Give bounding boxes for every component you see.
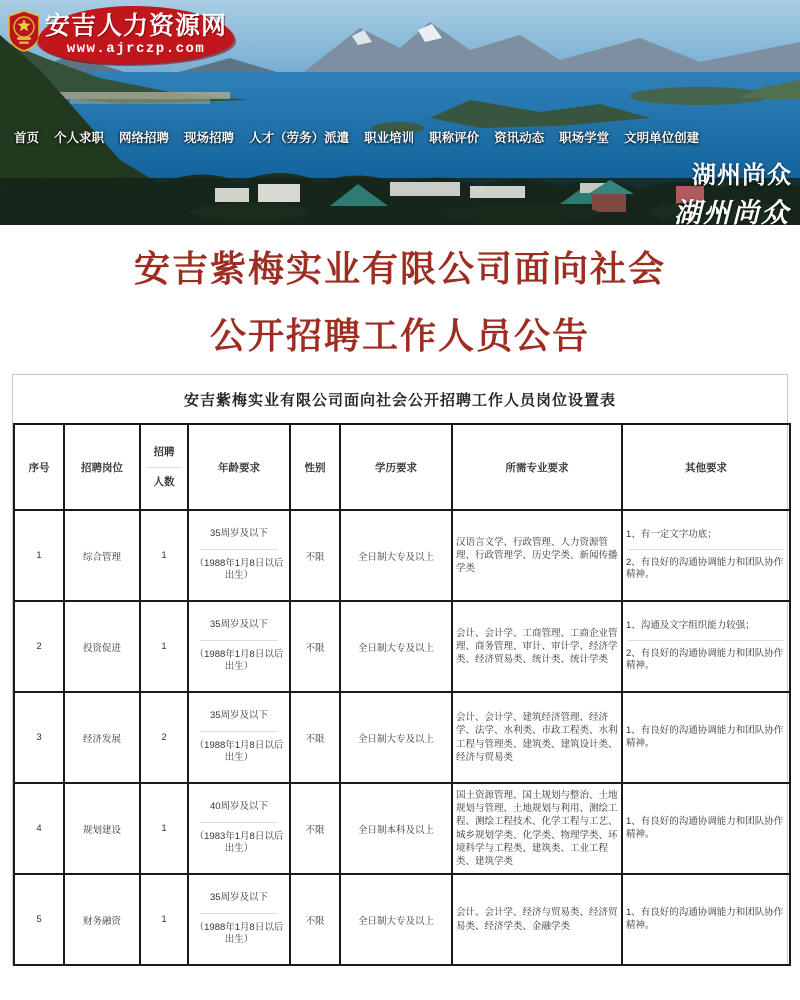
- site-name: 安吉人力资源网: [44, 11, 227, 40]
- nav-item-civilized-unit[interactable]: 文明单位创建: [624, 131, 700, 145]
- job-table-body: [14, 510, 790, 965]
- nav-item-title-evaluation[interactable]: 职称评价: [429, 131, 480, 145]
- header-count-top: 招聘: [153, 445, 175, 458]
- job-row: [14, 874, 790, 965]
- nav-item-workplace-school[interactable]: 职场学堂: [559, 131, 610, 145]
- cell-gender: 不限: [290, 692, 340, 783]
- cell-age: 40周岁及以下 （1983年1月8日以后出生）: [188, 783, 290, 874]
- national-emblem-icon: [8, 10, 40, 52]
- job-row: [14, 783, 790, 874]
- cell-majors: 会计、会计学、经济与贸易类、经济贸易类、经济学类、金融学类: [452, 874, 622, 965]
- cell-no: 4: [14, 783, 64, 874]
- job-row: [14, 601, 790, 692]
- header-gender: 性别: [290, 424, 340, 510]
- header-age: 年龄要求: [188, 424, 290, 510]
- header-other: 其他要求: [622, 424, 790, 510]
- cell-majors: 汉语言文学、行政管理、人力资源管理、行政管理学、历史学类、新闻传播学类: [452, 510, 622, 601]
- cell-majors: 国土资源管理、国土规划与整治、土地规划与管理、土地规划与利用、测绘工程、测绘工程技术、化学工程与工艺、城乡规划学类、化学类、物理学类、环境科学与工程类、建筑类、工业工程类、建筑学类: [452, 783, 622, 874]
- main-nav: [0, 128, 800, 146]
- nav-item-personal-job[interactable]: 个人求职: [54, 131, 105, 145]
- job-table-caption: 安吉紫梅实业有限公司面向社会公开招聘工作人员岗位设置表: [183, 392, 616, 409]
- header-majors: 所需专业要求: [452, 424, 622, 510]
- nav-item-onsite-recruit[interactable]: 现场招聘: [184, 131, 235, 145]
- watermark-bottom: 湖州尚众: [674, 198, 790, 225]
- cell-other: 1、有良好的沟通协调能力和团队协作精神。: [622, 692, 790, 783]
- cell-other: 1、有良好的沟通协调能力和团队协作精神。: [622, 874, 790, 965]
- cell-education: 全日制大专及以上: [340, 874, 452, 965]
- cell-position: 综合管理: [64, 510, 140, 601]
- cell-count: 1: [140, 510, 188, 601]
- cell-count: 2: [140, 692, 188, 783]
- cell-age: 35周岁及以下 （1988年1月8日以后出生）: [188, 601, 290, 692]
- cell-position: 规划建设: [64, 783, 140, 874]
- header-banner: [0, 0, 800, 225]
- site-url: www.ajrczp.com: [66, 41, 206, 58]
- cell-position: 财务融资: [64, 874, 140, 965]
- header-row: [14, 424, 790, 510]
- cell-position: 投资促进: [64, 601, 140, 692]
- cell-education: 全日制大专及以上: [340, 510, 452, 601]
- cell-education: 全日制大专及以上: [340, 692, 452, 783]
- announcement-title: [0, 225, 800, 374]
- nav-item-labor-dispatch[interactable]: 人才（劳务）派遣: [249, 131, 350, 145]
- header-no: 序号: [14, 424, 64, 510]
- announcement-title-line2: 公开招聘工作人员公告: [209, 315, 590, 356]
- cell-gender: 不限: [290, 601, 340, 692]
- job-row: [14, 692, 790, 783]
- nav-item-news[interactable]: 资讯动态: [494, 131, 545, 145]
- watermark-top: 湖州尚众: [692, 162, 792, 189]
- job-row: [14, 510, 790, 601]
- nav-item-online-recruit[interactable]: 网络招聘: [119, 131, 170, 145]
- cell-majors: 会计、会计学、工商管理、工商企业管理、商务管理、审计、审计学、经济学类、经济贸易类、统计类、统计学类: [452, 601, 622, 692]
- cell-age: 35周岁及以下 （1988年1月8日以后出生）: [188, 692, 290, 783]
- header-count-bottom: 人数: [153, 475, 175, 488]
- cell-no: 1: [14, 510, 64, 601]
- cell-gender: 不限: [290, 874, 340, 965]
- cell-count: 1: [140, 783, 188, 874]
- site-logo[interactable]: [38, 6, 234, 64]
- nav-item-home[interactable]: 首页: [14, 131, 40, 145]
- cell-other: 1、沟通及文字组织能力较强； 2、有良好的沟通协调能力和团队协作精神。: [622, 601, 790, 692]
- cell-majors: 会计、会计学、建筑经济管理、经济学、法学、水利类、市政工程类、水利工程与管理类、建筑类、建筑设计类、经济与贸易类: [452, 692, 622, 783]
- cell-no: 2: [14, 601, 64, 692]
- cell-no: 5: [14, 874, 64, 965]
- header-education: 学历要求: [340, 424, 452, 510]
- header-count-divider: [147, 467, 181, 468]
- cell-other: 1、有一定文字功底； 2、有良好的沟通协调能力和团队协作精神。: [622, 510, 790, 601]
- cell-position: 经济发展: [64, 692, 140, 783]
- cell-age: 35周岁及以下 （1988年1月8日以后出生）: [188, 510, 290, 601]
- cell-other: 1、有良好的沟通协调能力和团队协作精神。: [622, 783, 790, 874]
- cell-education: 全日制大专及以上: [340, 601, 452, 692]
- cell-age: 35周岁及以下 （1988年1月8日以后出生）: [188, 874, 290, 965]
- job-table-container: [12, 374, 788, 966]
- cell-gender: 不限: [290, 783, 340, 874]
- cell-education: 全日制本科及以上: [340, 783, 452, 874]
- header-position: 招聘岗位: [64, 424, 140, 510]
- cell-gender: 不限: [290, 510, 340, 601]
- nav-item-vocational-training[interactable]: 职业培训: [364, 131, 415, 145]
- cell-count: 1: [140, 601, 188, 692]
- job-table: [13, 423, 791, 966]
- header-count: [140, 424, 188, 510]
- cell-count: 1: [140, 874, 188, 965]
- announcement-title-line1: 安吉紫梅实业有限公司面向社会: [133, 248, 666, 289]
- cell-no: 3: [14, 692, 64, 783]
